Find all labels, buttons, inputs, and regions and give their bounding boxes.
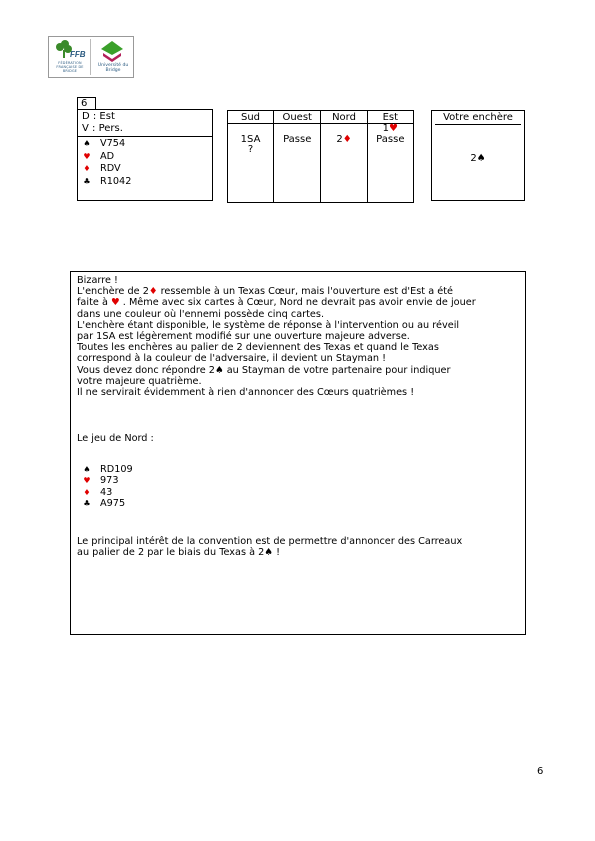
- auction-header-est: Est: [367, 111, 413, 124]
- diamond-icon: ♦: [342, 133, 352, 145]
- auction-call: 1SA: [240, 133, 261, 145]
- text-line: Toutes les enchères au palier de 2 deviennent des Texas et quand le Texas: [77, 342, 439, 354]
- auction-call: [274, 145, 320, 156]
- header-logos: [48, 36, 134, 78]
- text-line: dans une couleur où l'ennemi possède cinq cartes.: [77, 308, 325, 320]
- text-line: par 1SA est légèrement modifé sur une ouverture majeure adverse.: [77, 331, 410, 343]
- auction-table: [227, 110, 414, 203]
- hand-cards: AD: [100, 150, 115, 162]
- auction-call: Passe: [283, 133, 312, 145]
- hand-cards: RD109: [100, 464, 133, 475]
- ffb-logo-caption: FÉDÉRATION FRANÇAISE DE BRIDGE: [56, 61, 84, 73]
- auction-call: Passe: [376, 133, 405, 145]
- text-line: Le principal intérêt de la convention est de permettre d'annoncer des Carreaux: [77, 536, 463, 547]
- hand-suit-row: [82, 176, 202, 187]
- university-logo-caption: Université du Bridge: [97, 63, 129, 73]
- auction-header-nord: Nord: [321, 111, 367, 124]
- text-line: L'enchère de 2♦ ressemble à un Texas Cœur, mais l'ouverture est d'Est a été: [77, 286, 453, 298]
- hand-cards: RDV: [100, 163, 121, 174]
- heart-icon: ♥: [83, 151, 91, 161]
- heart-icon: ♥: [83, 476, 91, 486]
- spade-icon: ♠: [83, 139, 91, 148]
- hand-cards: 973: [100, 475, 119, 487]
- auction-call: [274, 124, 320, 135]
- diamond-icon: ♦: [83, 164, 91, 173]
- text-line: votre majeure quatrième.: [77, 375, 202, 387]
- explanation-box: [70, 271, 526, 635]
- your-bid-box: [431, 110, 525, 201]
- hand-suit-row: [82, 464, 202, 475]
- ffb-logo: [53, 40, 89, 62]
- north-hand-title: Le jeu de Nord :: [77, 433, 154, 444]
- hand-divider: [78, 136, 212, 137]
- conclusion-paragraph: [77, 536, 462, 558]
- auction-header-sud: Sud: [228, 111, 274, 124]
- hand-suit-row: [82, 163, 202, 174]
- heart-icon: ♥: [389, 123, 398, 134]
- text-line: Vous devez donc répondre 2♠ au Stayman de votre partenaire pour indiquer: [77, 364, 451, 376]
- heart-icon: ♥: [110, 297, 120, 309]
- diamond-icon: ♦: [83, 487, 91, 497]
- club-icon: ♣: [83, 498, 91, 508]
- your-bid-label: Votre enchère: [443, 112, 513, 123]
- hand-suit-row: [82, 498, 202, 509]
- page-number: 6: [537, 766, 544, 777]
- logo-divider: [90, 39, 91, 75]
- auction-call: [368, 145, 413, 156]
- hand-suit-row: [82, 138, 202, 149]
- hand-cards: V754: [100, 138, 126, 149]
- explanation-paragraph: [77, 275, 476, 398]
- text-line: L'enchère étant disponible, le système de réponse à l'intervention ou au réveil: [77, 319, 460, 331]
- auction-column-sud: [228, 124, 274, 203]
- text-line: faite à ♥ . Même avec six cartes à Cœur, Nord ne devrait pas avoir envie de jouer: [77, 297, 476, 309]
- your-bid-divider: [435, 124, 521, 125]
- hand-cards: A975: [100, 497, 126, 509]
- deal-number: 6: [81, 98, 88, 109]
- auction-call: [228, 124, 273, 135]
- auction-call: 2♦: [336, 133, 352, 145]
- deal-hand-box: [77, 109, 213, 201]
- hand-suit-row: [82, 151, 202, 162]
- spade-icon: ♠: [83, 465, 91, 474]
- auction-column-nord: [321, 124, 367, 203]
- diamond-icon: ♦: [148, 286, 158, 298]
- hand-cards: 43: [100, 486, 113, 498]
- dealer-line: D : Est: [82, 111, 115, 122]
- text-line: Bizarre !: [77, 275, 118, 286]
- hand-suit-row: [82, 487, 202, 498]
- text-line: au palier de 2 par le biais du Texas à 2♠ !: [77, 547, 280, 559]
- your-bid-value: 2♠: [470, 153, 486, 164]
- ffb-logo-text: FFB: [70, 50, 86, 59]
- hand-suit-row: [82, 475, 202, 486]
- auction-column-ouest: [274, 124, 321, 203]
- university-logo: [100, 40, 124, 62]
- auction-call: [321, 145, 366, 156]
- vulnerability-line: V : Pers.: [82, 123, 123, 134]
- club-icon: ♣: [83, 176, 91, 186]
- auction-call: 1♥: [382, 123, 398, 134]
- auction-column-est: [367, 124, 413, 203]
- hand-cards: R1042: [100, 175, 132, 187]
- auction-call: ?: [247, 144, 254, 155]
- text-line: Il ne servirait évidemment à rien d'annoncer des Cœurs quatrièmes !: [77, 387, 415, 399]
- text-line: correspond à la couleur de l'adversaire, il devient un Stayman !: [77, 353, 387, 365]
- auction-header-ouest: Ouest: [274, 111, 321, 124]
